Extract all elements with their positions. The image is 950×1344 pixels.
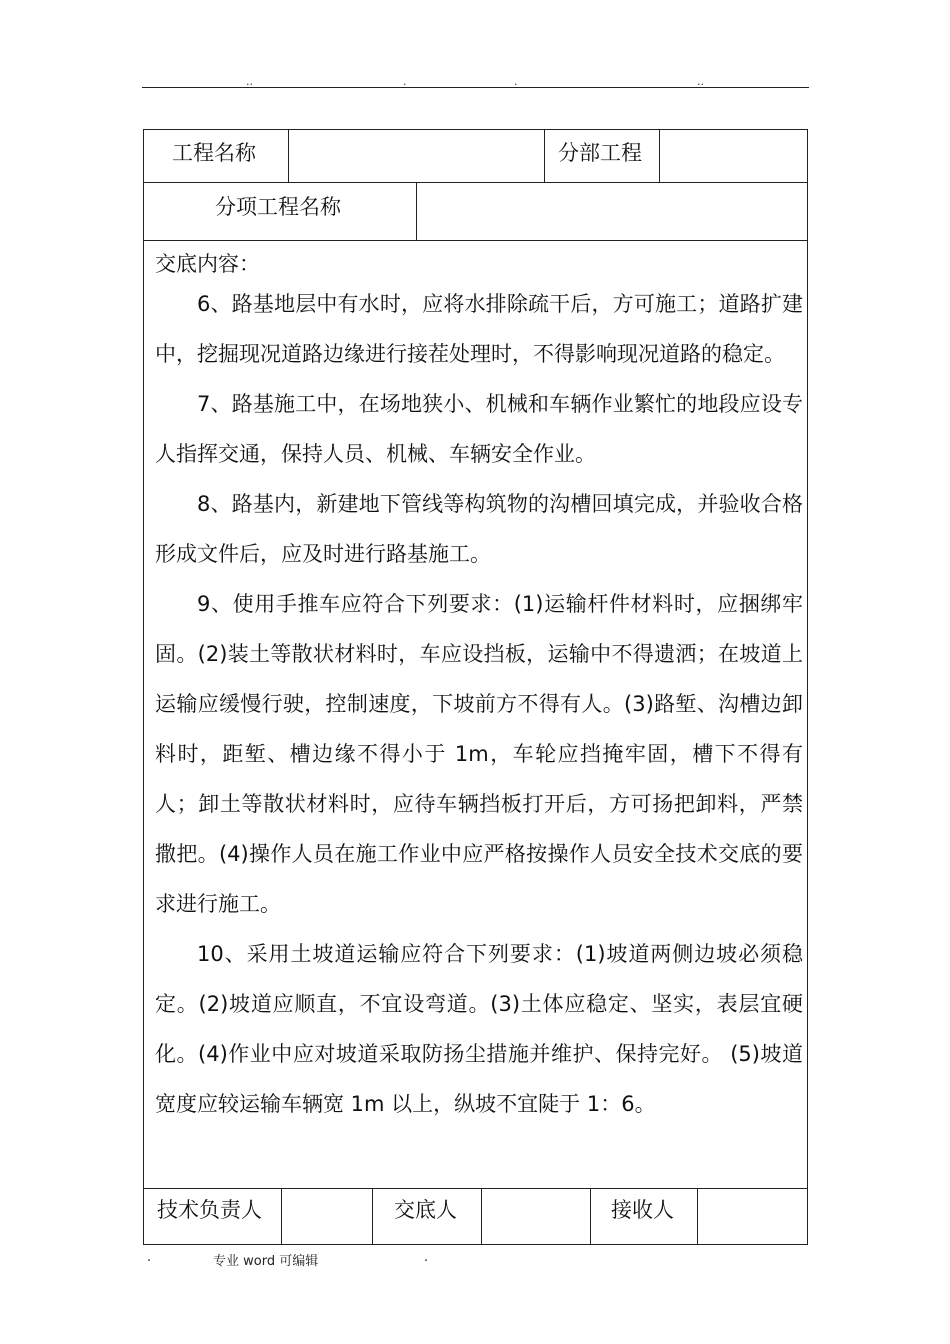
header-mark: ..	[697, 75, 704, 88]
header-mark: .	[403, 75, 407, 88]
footer-mark: .	[424, 1250, 429, 1265]
footer-mark: .	[147, 1250, 152, 1265]
content-paragraph: 6、路基地层中有水时，应将水排除疏干后，方可施工；道路扩建中，挖掘现况道路边缘进行接茬处理时，不得影响现况道路的稳定。	[155, 292, 803, 366]
footer-text: 专业 word 可编辑	[213, 1254, 319, 1269]
discloser-label: 交底人	[394, 1198, 457, 1222]
content-paragraph: 7、路基施工中，在场地狭小、机械和车辆作业繁忙的地段应设专人指挥交通，保持人员、机械、车辆安全作业。	[155, 392, 803, 466]
division-label: 分部工程	[558, 141, 642, 165]
content-title: 交底内容：	[155, 252, 260, 276]
content-paragraph: 10、采用土坡道运输应符合下列要求：(1)坡道两侧边坡必须稳定。(2)坡道应顺直，不宜设弯道。(3)土体应稳定、坚实，表层宜硬化。(4)作业中应对坡道采取防扬尘措施并维护、保持完好。 (5)坡道宽度应较运输车辆宽 1m 以上，纵坡不宜陡于 1：6。	[155, 942, 803, 1116]
project-name-label: 工程名称	[172, 141, 256, 165]
subitem-name-label: 分项工程名称	[215, 195, 341, 219]
header-mark: ..	[246, 75, 253, 88]
content-paragraph: 9、使用手推车应符合下列要求：(1)运输杆件材料时，应捆绑牢固。(2)装土等散状材料时，车应设挡板，运输中不得遗洒；在坡道上运输应缓慢行驶，控制速度，下坡前方不得有人。(3)路堑、沟槽边卸料时，距堑、槽边缘不得小于 1m，车轮应挡掩牢固，槽下不得有人；卸土等散状材料时，应待车辆挡板打开后，方可扬把卸料，严禁撒把。(4)操作人员在施工作业中应严格按操作人员安全技术交底的要求进行施工。	[155, 592, 803, 916]
header-rule	[142, 87, 809, 88]
header-mark: .	[514, 75, 518, 88]
receiver-label: 接收人	[611, 1198, 674, 1222]
disclosure-content	[155, 249, 803, 1129]
tech-lead-label: 技术负责人	[157, 1198, 262, 1222]
content-paragraph: 8、路基内，新建地下管线等构筑物的沟槽回填完成，并验收合格形成文件后，应及时进行路基施工。	[155, 492, 803, 566]
